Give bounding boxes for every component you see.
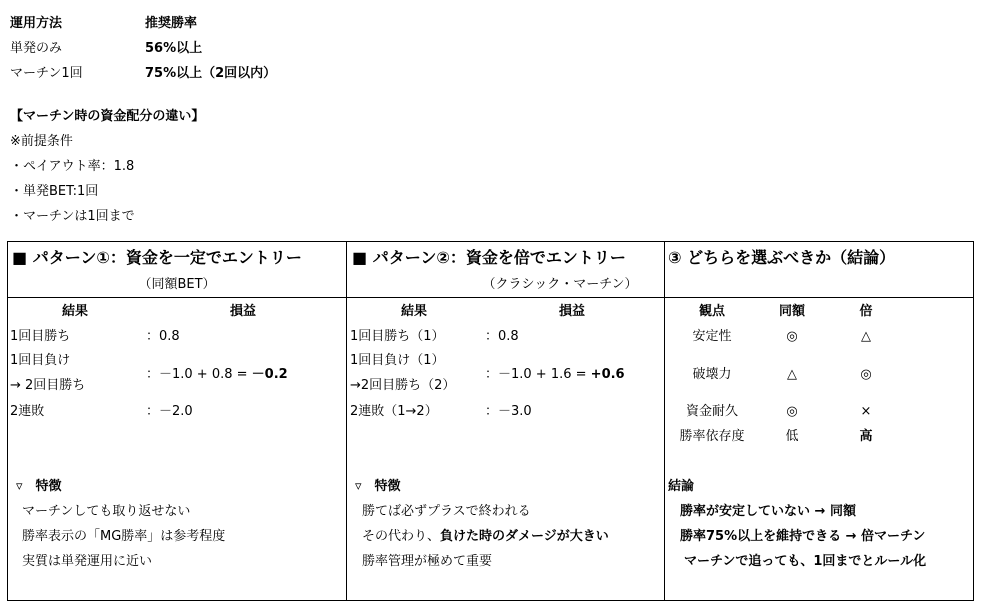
pattern2-col-result: 結果 bbox=[400, 304, 428, 319]
pattern2-r1-label: 1回目勝ち（1） bbox=[350, 329, 445, 344]
bullet-single-bet: ・単発BET:1回 bbox=[10, 184, 99, 199]
pattern2-r3-value: ：－3.0 bbox=[485, 404, 532, 419]
pattern2-feature-3: 勝率管理が極めて重要 bbox=[362, 554, 493, 569]
pattern1-r3-value: ：－2.0 bbox=[146, 404, 193, 419]
pattern3-durability-same: ◎ bbox=[786, 404, 798, 419]
pattern2-subtitle: （クラシック・マーチン） bbox=[482, 277, 638, 292]
table-border-top bbox=[7, 241, 974, 242]
pattern3-power-double: ◎ bbox=[860, 367, 872, 382]
table-border-right bbox=[973, 241, 974, 601]
pattern3-stability-same: ◎ bbox=[786, 329, 798, 344]
allocation-title: 【マーチン時の資金配分の違い】 bbox=[10, 109, 205, 124]
pattern2-col-pl: 損益 bbox=[558, 304, 586, 319]
table-divider-1 bbox=[346, 241, 347, 601]
pattern1-feature-3: 実質は単発運用に近い bbox=[22, 554, 153, 569]
pattern3-title: ③ どちらを選ぶべきか（結論） bbox=[668, 248, 896, 267]
pattern2-r2-result: +0.6 bbox=[590, 367, 625, 382]
pattern1-feature-2: 勝率表示の「MG勝率」は参考程度 bbox=[22, 529, 226, 544]
method-single: 単発のみ bbox=[10, 41, 63, 56]
pattern1-r3-label: 2連敗 bbox=[10, 404, 45, 419]
pattern3-row-power: 破壊力 bbox=[692, 367, 732, 382]
method-martin: マーチン1回 bbox=[10, 66, 83, 81]
pattern3-conclusion-title: 結論 bbox=[668, 479, 695, 494]
pattern3-dependency-double: 高 bbox=[859, 429, 873, 444]
pattern2-feature-title: ▿ 特徴 bbox=[355, 479, 401, 494]
pattern1-col-pl: 損益 bbox=[229, 304, 257, 319]
pattern3-conclusion-1: 勝率が安定していない → 同額 bbox=[680, 504, 856, 519]
pattern3-power-same: △ bbox=[787, 367, 797, 382]
pattern3-row-durability: 資金耐久 bbox=[685, 404, 739, 419]
header-rate: 推奨勝率 bbox=[145, 16, 198, 31]
pattern3-conclusion-3: マーチンで追っても、1回までとルール化 bbox=[684, 554, 927, 569]
header-method: 運用方法 bbox=[10, 16, 63, 31]
pattern2-r2-label1: 1回目負け（1） bbox=[350, 353, 445, 368]
bullet-payout: ・ペイアウト率：1.8 bbox=[10, 159, 135, 174]
pattern2-feature-2 bbox=[362, 528, 609, 546]
pattern3-conclusion-2: 勝率75%以上を維持できる → 倍マーチン bbox=[680, 529, 926, 544]
pattern2-feature-2-emphasis: 負けた時のダメージが大きい bbox=[440, 529, 609, 544]
pattern1-r1-label: 1回目勝ち bbox=[10, 329, 71, 344]
rate-single: 56%以上 bbox=[145, 41, 203, 56]
pattern1-r2-value bbox=[146, 366, 288, 384]
pattern1-r2-label2: → 2回目勝ち bbox=[10, 378, 86, 393]
pattern1-r1-value: ：0.8 bbox=[146, 329, 180, 344]
pattern1-subtitle: （同額BET） bbox=[138, 277, 216, 292]
pattern3-stability-double: △ bbox=[861, 329, 871, 344]
pattern2-r2-label2: →2回目勝ち（2） bbox=[350, 378, 456, 393]
pattern2-title: ■ パターン②：資金を倍でエントリー bbox=[352, 248, 626, 267]
pattern1-r2-formula: ：－1.0 + 0.8 = bbox=[146, 367, 252, 382]
pattern3-col-view: 観点 bbox=[698, 304, 726, 319]
pattern2-feature-2-text: その代わり、 bbox=[362, 529, 441, 544]
table-border-left bbox=[7, 241, 8, 601]
pattern2-r3-label: 2連敗（1→2） bbox=[350, 404, 438, 419]
pattern3-row-dependency: 勝率依存度 bbox=[679, 429, 745, 444]
pattern3-row-stability: 安定性 bbox=[692, 329, 732, 344]
table-border-bottom bbox=[7, 600, 974, 601]
pattern2-r1-value: ：0.8 bbox=[485, 329, 519, 344]
pattern3-col-double: 倍 bbox=[859, 304, 873, 319]
pattern3-dependency-same: 低 bbox=[785, 429, 799, 444]
pattern1-title: ■ パターン①：資金を一定でエントリー bbox=[12, 248, 302, 267]
pattern2-r2-value bbox=[485, 366, 625, 384]
pattern1-feature-title: ▿ 特徴 bbox=[16, 479, 62, 494]
precondition-note: ※前提条件 bbox=[10, 134, 73, 149]
pattern1-feature-1: マーチンしても取り返せない bbox=[22, 504, 191, 519]
table-header-divider bbox=[7, 297, 974, 298]
pattern1-r2-result: －0.2 bbox=[251, 367, 288, 382]
pattern3-col-same: 同額 bbox=[778, 304, 806, 319]
table-divider-2 bbox=[664, 241, 665, 601]
pattern2-feature-1: 勝てば必ずプラスで終われる bbox=[362, 504, 531, 519]
bullet-martin-limit: ・マーチンは1回まで bbox=[10, 209, 135, 224]
pattern1-col-result: 結果 bbox=[61, 304, 89, 319]
pattern2-r2-formula: ：－1.0 + 1.6 = bbox=[485, 367, 591, 382]
rate-martin: 75%以上（2回以内） bbox=[145, 66, 277, 81]
pattern1-r2-label1: 1回目負け bbox=[10, 353, 71, 368]
pattern3-durability-double: × bbox=[860, 404, 872, 419]
